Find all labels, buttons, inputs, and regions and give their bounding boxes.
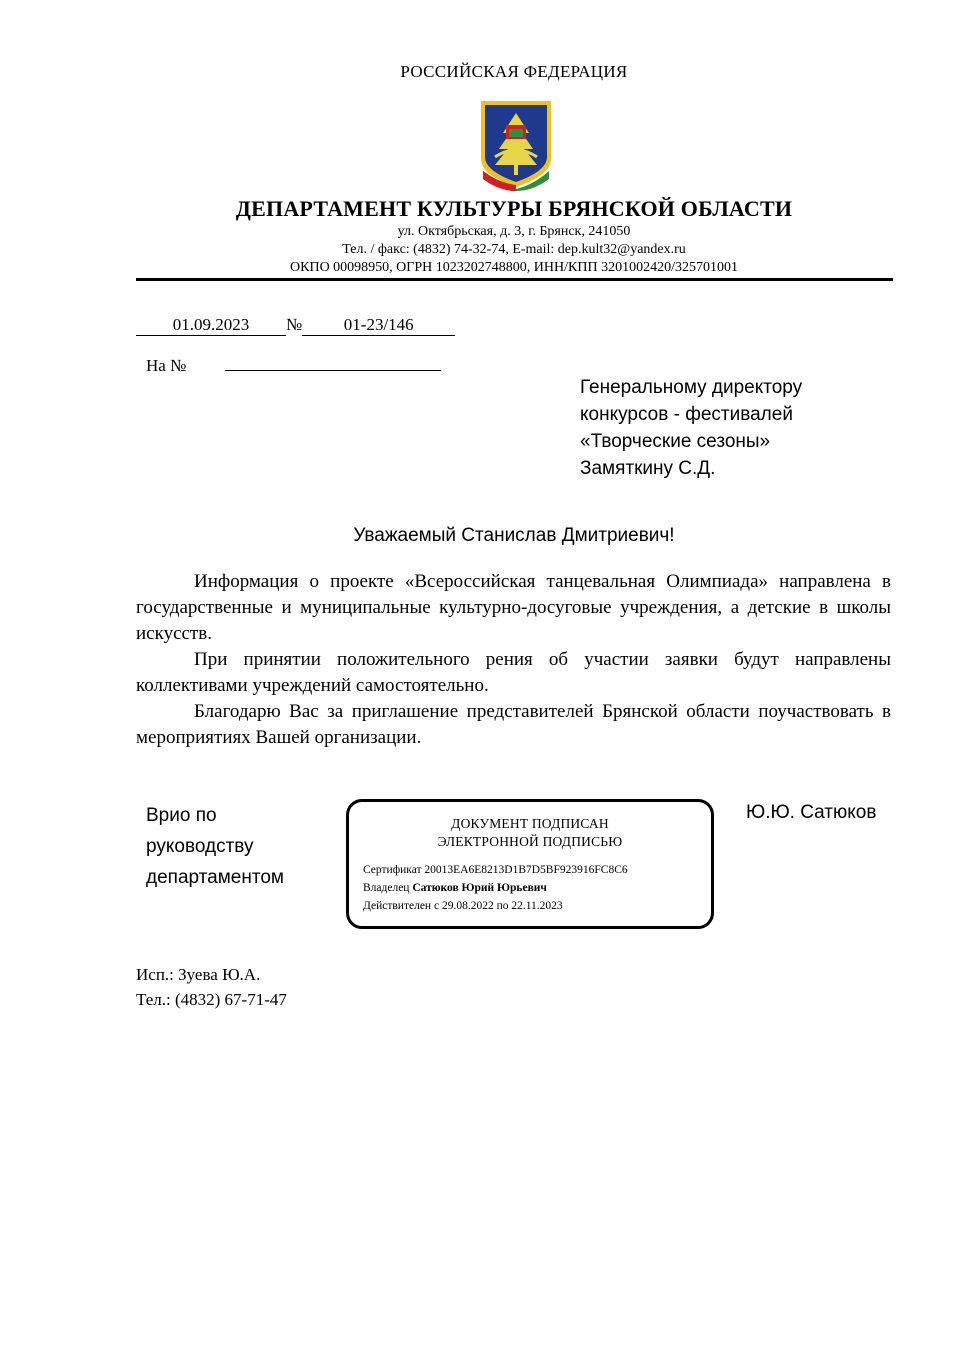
reply-label: На № [146,356,187,375]
number-sign: № [286,315,303,334]
body-paragraph: Благодарю Вас за приглашение представителей Брянской области поучаствовать в мероприятиях Вашей организации. [136,701,891,748]
body-paragraph: При принятии положительного рения об участии заявки будут направлены коллективами учреждений самостоятельно. [136,649,891,696]
stamp-certificate-value: 20013EA6E8213D1B7D5BF923916FC8C6 [424,864,628,876]
stamp-owner [363,882,547,894]
executor-phone: Тел.: (4832) 67-71-47 [136,990,287,1009]
department-address: ул. Октябрьская, д. 3, г. Брянск, 241050 [397,224,631,239]
stamp-certificate [363,864,628,876]
signer-position-line: руководству [146,836,254,857]
signer-name: Ю.Ю. Сатюков [746,802,877,823]
stamp-certificate-label: Сертификат [363,864,422,876]
header-divider [136,278,893,281]
country-name: РОССИЙСКАЯ ФЕДЕРАЦИЯ [400,62,628,81]
reply-reference-line [146,350,441,376]
recipient-line: Генеральному директору [580,377,803,398]
signer-position [146,800,284,893]
recipient-line: Замяткину С.Д. [580,458,716,479]
executor-block [136,962,287,1012]
department-codes: ОКПО 00098950, ОГРН 1023202748800, ИНН/КПП 3201002420/325701001 [290,260,738,275]
stamp-subtitle: ЭЛЕКТРОННОЙ ПОДПИСЬЮ [437,834,623,849]
body-paragraph: Информация о проекте «Всероссийская танцевальная Олимпиада» направлена в государственные и муниципальные культурно-досуговые учреждения, а детские в школы искусств. [136,571,891,644]
signer-position-line: Врио по [146,805,217,826]
stamp-title: ДОКУМЕНТ ПОДПИСАН [451,816,609,831]
outgoing-number: 01-23/146 [302,315,455,336]
department-contacts: Тел. / факс: (4832) 74-32-74, E-mail: dep.kult32@yandex.ru [342,242,686,257]
stamp-valid-from: 29.08.2022 [441,900,494,912]
reply-reference-field [225,350,441,371]
stamp-owner-value: Сатюков Юрий Юрьевич [412,882,547,894]
stamp-owner-label: Владелец [363,882,410,894]
department-name: ДЕПАРТАМЕНТ КУЛЬТУРЫ БРЯНСКОЙ ОБЛАСТИ [235,196,793,221]
signer-position-line: департаментом [146,867,284,888]
stamp-validity-label: Действителен с [363,900,440,912]
registration-line [136,315,455,336]
stamp-validity [363,900,563,912]
recipient-line: «Творческие сезоны» [580,431,771,452]
stamp-valid-to: 22.11.2023 [511,900,563,912]
letter-body [136,569,891,751]
stamp-valid-to-label: по [496,900,509,912]
bryansk-coat-of-arms-icon [479,99,553,191]
recipient-line: конкурсов - фестивалей [580,404,793,425]
recipient-block [580,374,802,482]
outgoing-date: 01.09.2023 [136,315,286,336]
executor-name: Исп.: Зуева Ю.А. [136,965,261,984]
electronic-signature-stamp [346,799,714,929]
greeting: Уважаемый Станислав Дмитриевич! [353,525,675,546]
